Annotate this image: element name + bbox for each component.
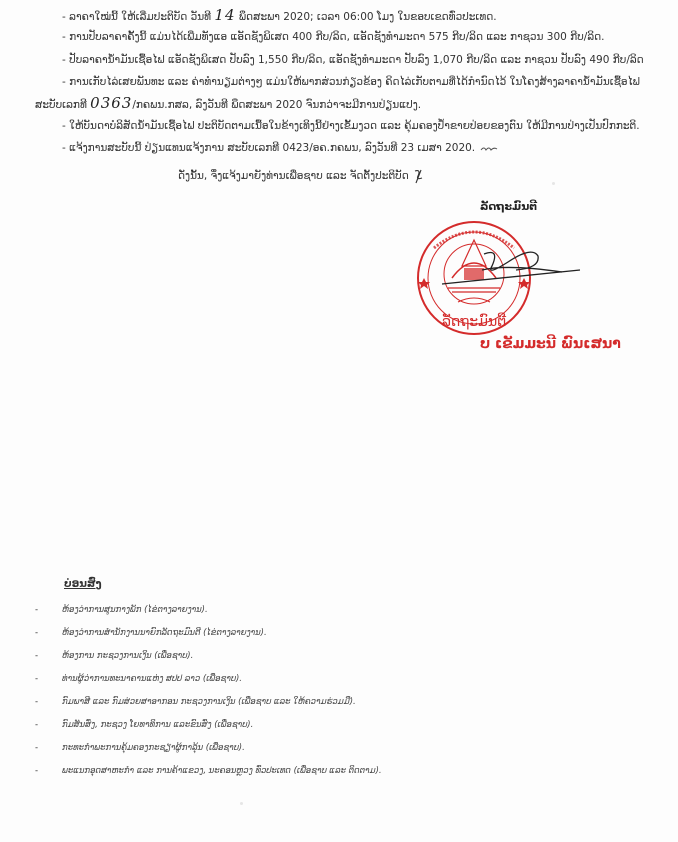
distribution-item (35, 690, 382, 713)
scan-speck (240, 802, 243, 805)
paragraph-closing (178, 168, 426, 184)
paragraph-replaces-notice (62, 141, 501, 155)
distribution-item-text: ກະທະກຳພະການຄຸ້ມຄອງກະຊຽາຜູ້ກາລຸ້ນ (ເພື່ອຊາບ). (62, 742, 245, 753)
distribution-item (35, 644, 382, 667)
distribution-item-text: ທ່ານຜູ້ວ່າການທະນາຄານແຫ່ງ ສປປ ລາວ (ເພື່ອຊາບ). (62, 673, 242, 684)
initials-mark-icon (479, 143, 501, 153)
bullet: - (35, 673, 39, 684)
paragraph-fees: - ການເກັບໄລ່ເສຍພັນທະ ແລະ ຄ່າທໍານຽມຕ່າງໆ ແມ່ນໃຫ້ພາກສ່ວນກ່ຽວຂ້ອງ ຄິດໄລ່ເກັບຕາມທີ່ໄດ້ກໍານົດໄວ້ ໃນໂຄງສ້າງລາຄານໍ້າມັນເຊື້ອໄຟ (62, 76, 640, 88)
distribution-item (35, 667, 382, 690)
paragraph-prefix: ສະບັບເລກທີ (35, 99, 91, 111)
bullet: - (35, 719, 39, 730)
bullet: - (35, 742, 39, 753)
paragraph-decree-reference (35, 96, 421, 112)
paragraph-text: - ແຈ້ງການສະບັບນີ້ ປ່ຽນແທນແຈ້ງການ ສະບັບເລກທີ 0423/ອຄ.ກຄພນ, ລົງວັນທີ 23 ເມສາ 2020. (62, 142, 476, 154)
initials-mark-icon (412, 168, 426, 184)
bullet: - (35, 604, 39, 615)
distribution-item (35, 736, 382, 759)
official-seal-icon (412, 218, 582, 338)
distribution-item-text: ກົມພາສີ ແລະ ກົມສ່ວຍສາອາກອນ ກະຊວງການເງິນ (ເພື່ອຊາບ ແລະ ໃຫ້ຄວາມຮ່ວມມື). (62, 696, 356, 707)
distribution-title: ບ່ອນສົ່ງ (64, 578, 102, 590)
bullet: - (35, 650, 39, 661)
distribution-item (35, 598, 382, 621)
distribution-item-text: ກົມສັນສົ່ງ, ກະຊວງ ໂຍທາທິການ ແລະຂົນສົ່ງ (ເພື່ອຊາບ). (62, 719, 254, 730)
minister-title: ລັດຖະມົນຕີ (480, 200, 537, 213)
handwritten-signature (442, 252, 580, 284)
scan-speck (552, 182, 555, 185)
distribution-item-text: ຫ້ອງວ່າການສູນກາງພັກ (ໄຂ່ຕາງລາຍງານ). (62, 604, 208, 615)
bullet: - (35, 696, 39, 707)
distribution-item (35, 759, 382, 782)
distribution-item-text: ພະແນກອຸດສາຫະກຳ ແລະ ການຄ້າແຂວງ, ນະຄອນຫຼວງ ທົ່ວປະເທດ (ເພື່ອຊາບ ແລະ ຕິດຕາມ). (62, 765, 382, 776)
distribution-item (35, 713, 382, 736)
paragraph-suffix: /ກຄພນ.ກສລ, ລົງວັນທີ ພຶດສະພາ 2020 ຈົນກວ່າຈະມີການປ່ຽນແປງ. (132, 99, 422, 111)
distribution-item-text: ຫ້ອງການ ກະຊວງການເງິນ (ເພື່ອຊາບ). (62, 650, 194, 661)
paragraph-companies-instruction: - ໃຫ້ບັນດາບໍລິສັດນໍ້າມັນເຊື້ອໄຟ ປະຕິບັດຕາມເນື້ອໃນຂ້າງເທິງນີ້ຢ່າງເຂັ້ມງວດ ແລະ ຄຸ້ມຄອງປໍ້າຂາຍປ່ອຍຂອງຕົນ ໃຫ້ມີການປ່າງເປັນປົກກະຕິ. (62, 120, 640, 132)
paragraph-prefix: - ລາຄາໃໝ່ນີ້ ໃຫ້ເລີ່ມປະຕິບັດ ວັນທີ (62, 11, 215, 23)
distribution-item-text: ຫ້ອງວ່າການສໍານັກງານນາຍົກລັດຖະມົນຕີ (ໄຂ່ຕາງລາຍງານ). (62, 627, 267, 638)
paragraph-price-decrease: - ປັບລາຄານໍ້າມັນເຊື້ອໄຟ ແອັດຊັງພິເສດ ປັບລົງ 1,550 ກີບ/ລິດ, ແອັດຊັງທໍາມະດາ ປັບລົງ 1,070 ກີບ/ລິດ ແລະ ກາຊວນ ປັບລົງ 490 ກີບ/ລິດ (62, 54, 644, 66)
paragraph-text: ດັ່ງນັ້ນ, ຈຶ່ງແຈ້ງມາຍັງທ່ານເພື່ອຊາບ ແລະ ຈັດຕັ້ງປະຕິບັດ (178, 170, 409, 182)
bullet: - (35, 627, 39, 638)
distribution-list (35, 598, 382, 782)
signer-name: ບ ເຂັມມະນີ ພົນເສນາ (480, 336, 621, 352)
paragraph-price-increase: - ການປັບລາຄາຄັ້ງນີ້ ແມ່ນໄດ້ເພີ່ມທັງແອ ແອັດຊັງພິເສດ 400 ກີບ/ລິດ, ແອັດຊັງທໍາມະດາ 575 ກີບ/ລິດ ແລະ ກາຊວນ 300 ກີບ/ລິດ. (62, 31, 605, 43)
handwritten-day: 14 (214, 6, 236, 24)
paragraph-suffix: ພຶດສະພາ 2020; ເວລາ 06:00 ໂມງ ໃນຂອບເຂດທົ່ວປະເທດ. (235, 11, 497, 23)
bullet: - (35, 765, 39, 776)
seal-bottom-text: ລັດຖະມົນຕີ (441, 314, 507, 330)
handwritten-decree-number: 0363 (90, 94, 133, 112)
distribution-item (35, 621, 382, 644)
paragraph-effective-date (62, 8, 497, 24)
